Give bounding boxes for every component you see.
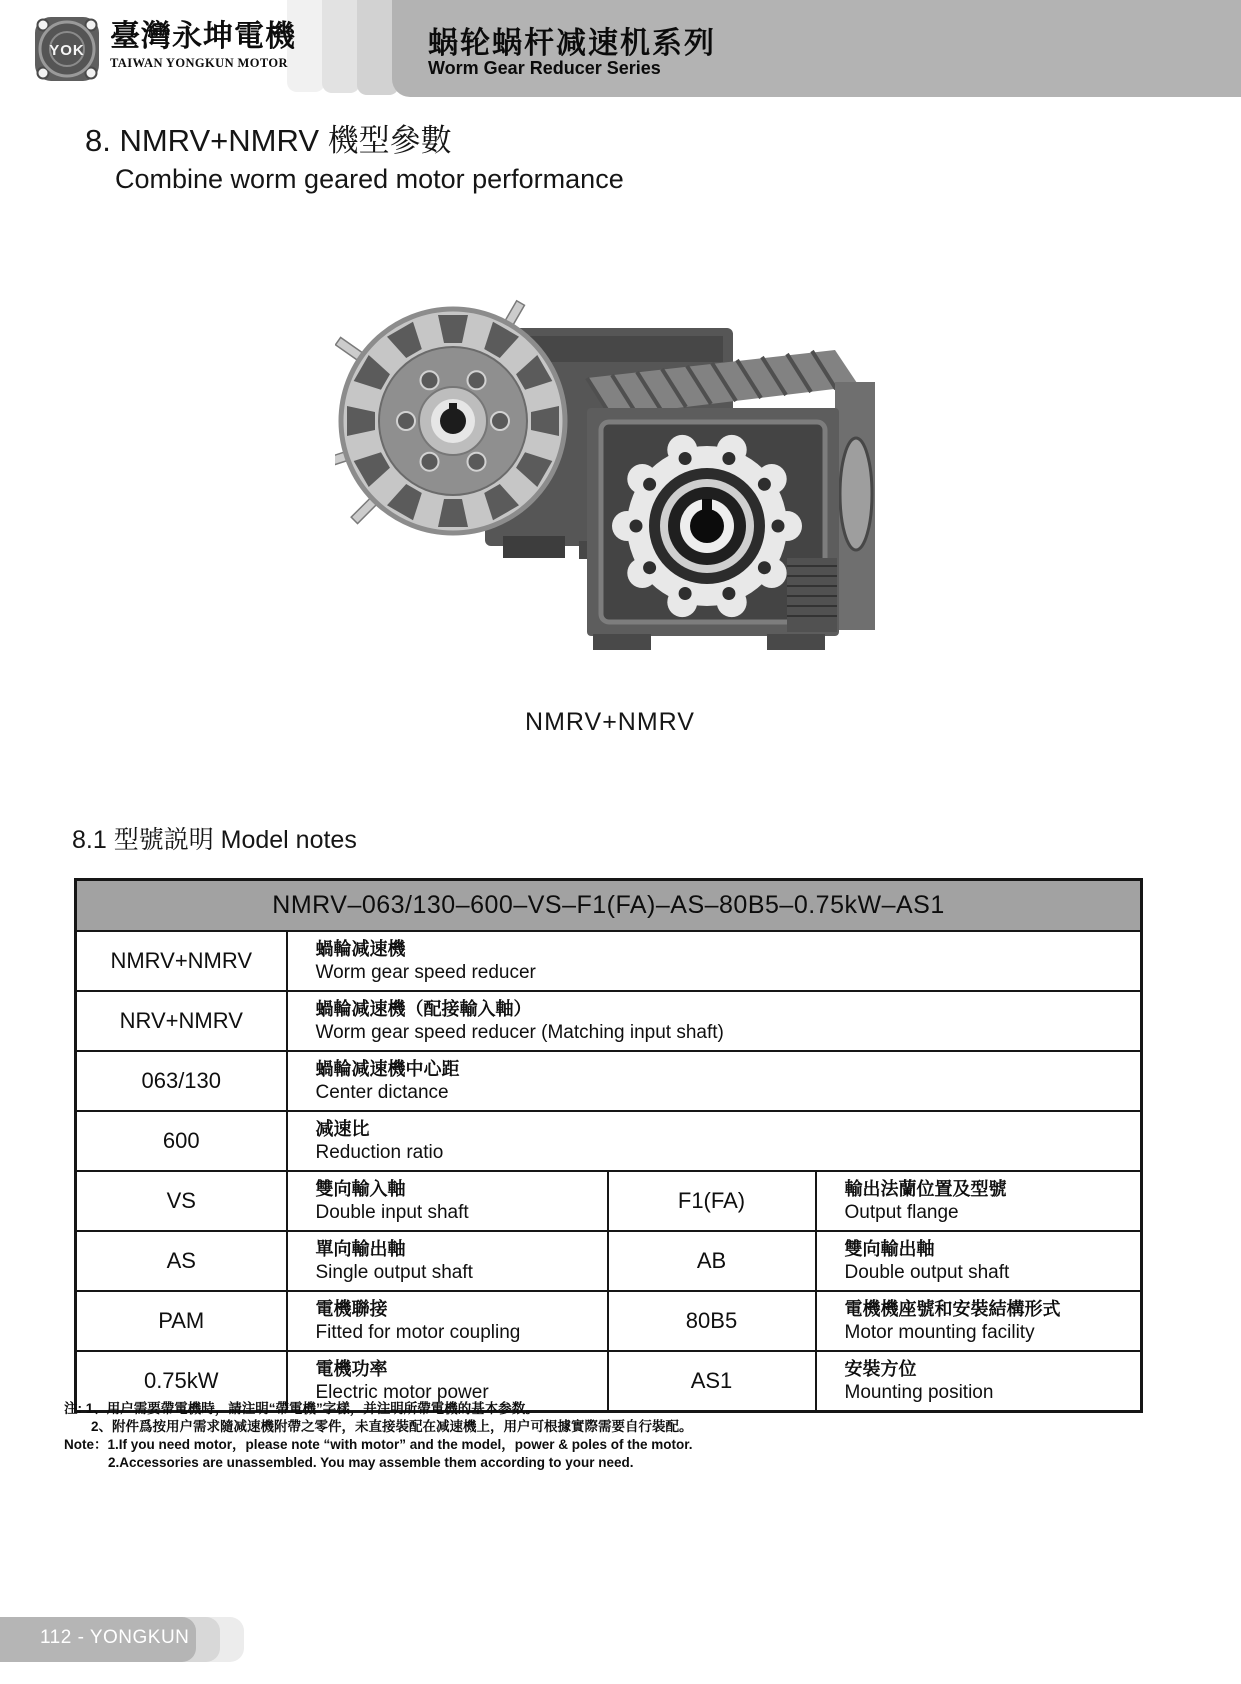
table-header-row <box>76 880 1142 932</box>
desc-en: Mounting position <box>844 1382 994 1403</box>
section-heading <box>85 122 624 198</box>
model-desc-cell <box>287 1291 608 1351</box>
company-name-en: TAIWAN YONGKUN MOTOR <box>110 56 288 70</box>
table-row <box>76 1231 1142 1291</box>
desc-en: Double output shaft <box>844 1262 1010 1283</box>
model-code-cell: NRV+NMRV <box>76 991 287 1051</box>
desc-zh: 蝸輪减速機 <box>315 939 406 959</box>
desc-zh: 電機機座號和安裝結構形式 <box>844 1299 1061 1319</box>
model-code-cell: AS1 <box>608 1351 816 1412</box>
model-notes-heading: 8.1 型號説明 Model notes <box>72 826 357 854</box>
table-row <box>76 931 1142 991</box>
model-code-cell: VS <box>76 1171 287 1231</box>
banner-step-mid <box>322 0 360 93</box>
model-desc-cell <box>816 1231 1142 1291</box>
desc-en: Center dictance <box>315 1082 449 1103</box>
series-title-zh: 蜗轮蜗杆减速机系列 <box>428 27 716 60</box>
model-code-cell: 063/130 <box>76 1051 287 1111</box>
model-code-cell: 600 <box>76 1111 287 1171</box>
footnote-en-1: Note：1.If you need motor，please note “with motor” and the model，power & poles of the motor. <box>64 1437 693 1452</box>
model-desc-cell <box>287 991 1142 1051</box>
model-desc-cell <box>287 1111 1142 1171</box>
model-code-cell: F1(FA) <box>608 1171 816 1231</box>
model-desc-cell <box>816 1171 1142 1231</box>
model-code-header: NMRV–063/130–600–VS–F1(FA)–AS–80B5–0.75kW–AS1 <box>76 880 1142 932</box>
model-desc-cell <box>287 1171 608 1231</box>
table-row <box>76 1291 1142 1351</box>
desc-zh: 輸出法蘭位置及型號 <box>844 1179 1007 1199</box>
footnote-zh-2: 2、附件爲按用户需求隨减速機附帶之零件，未直接裝配在减速機上，用户可根據實際需要自行裝配。 <box>91 1419 693 1434</box>
product-photo <box>335 236 880 666</box>
desc-en: Motor mounting facility <box>844 1322 1035 1343</box>
model-code-cell: PAM <box>76 1291 287 1351</box>
model-code-cell: NMRV+NMRV <box>76 931 287 991</box>
company-logo-icon <box>30 12 104 86</box>
desc-zh: 蝸輪减速機中心距 <box>315 1059 460 1079</box>
model-desc-cell <box>816 1291 1142 1351</box>
figure-caption: NMRV+NMRV <box>525 708 695 736</box>
desc-en: Worm gear speed reducer <box>315 962 536 983</box>
desc-zh: 安裝方位 <box>844 1359 917 1379</box>
series-banner <box>392 0 1241 97</box>
svg-text:YOK: YOK <box>49 42 85 59</box>
desc-zh: 雙向輸入軸 <box>315 1179 406 1199</box>
footnote-zh-1: 注: 1、用户需要帶電機時，請注明“帶電機”字樣，并注明所帶電機的基本参数。 <box>64 1401 539 1416</box>
company-name-block <box>110 20 296 71</box>
desc-zh: 减速比 <box>315 1119 370 1139</box>
desc-zh: 電機聯接 <box>315 1299 388 1319</box>
model-notes-table <box>74 878 1143 1413</box>
table-row <box>76 991 1142 1051</box>
desc-en: Fitted for motor coupling <box>315 1322 521 1343</box>
section-heading-line2: Combine worm geared motor performance <box>115 164 624 194</box>
table-row <box>76 1111 1142 1171</box>
company-name-zh: 臺灣永坤電機 <box>110 20 296 53</box>
desc-en: Worm gear speed reducer (Matching input shaft) <box>315 1022 724 1043</box>
footnotes <box>64 1400 693 1472</box>
model-desc-cell <box>287 1051 1142 1111</box>
model-code-cell: 0.75kW <box>76 1351 287 1412</box>
model-desc-cell <box>816 1351 1142 1412</box>
model-code-cell: AB <box>608 1231 816 1291</box>
model-desc-cell <box>287 1231 608 1291</box>
desc-en: Single output shaft <box>315 1262 473 1283</box>
desc-zh: 單向輸出軸 <box>315 1239 406 1259</box>
model-code-cell: AS <box>76 1231 287 1291</box>
footnote-en-2: 2.Accessories are unassembled. You may assemble them according to your need. <box>108 1455 634 1470</box>
table-row <box>76 1051 1142 1111</box>
desc-zh: 蝸輪减速機（配接輸入軸） <box>315 999 532 1019</box>
section-heading-line1: 8. NMRV+NMRV 機型參數 <box>85 123 452 158</box>
table-row <box>76 1171 1142 1231</box>
desc-zh: 電機功率 <box>315 1359 388 1379</box>
footer-page-label: 112 - YONGKUN <box>40 1627 190 1648</box>
desc-en: Reduction ratio <box>315 1142 444 1163</box>
desc-en: Output flange <box>844 1202 959 1223</box>
desc-en: Electric motor power <box>315 1382 489 1403</box>
desc-en: Double input shaft <box>315 1202 469 1223</box>
model-code-cell: 80B5 <box>608 1291 816 1351</box>
model-desc-cell <box>287 931 1142 991</box>
series-title-en: Worm Gear Reducer Series <box>428 58 661 78</box>
desc-zh: 雙向輸出軸 <box>844 1239 935 1259</box>
